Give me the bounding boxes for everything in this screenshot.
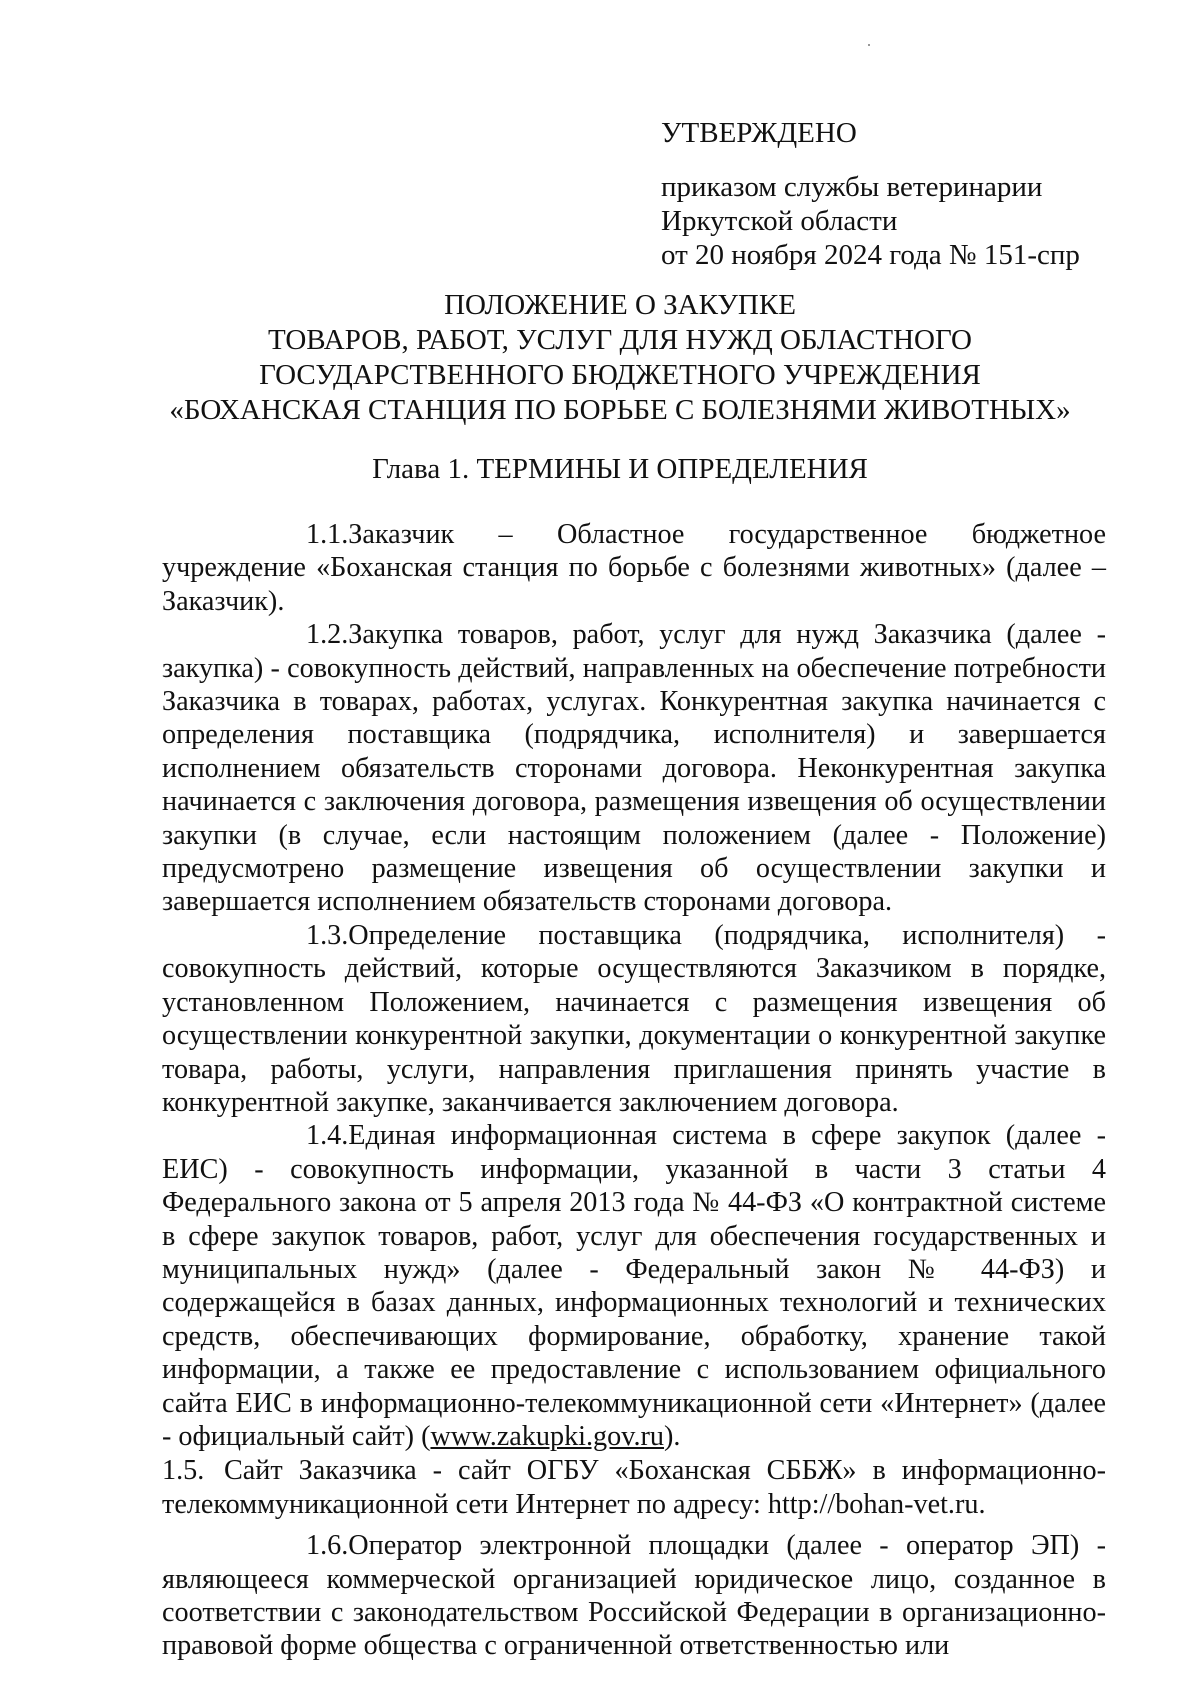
clause-1-6: [162, 1529, 1106, 1663]
clause-number: 1.5.: [162, 1455, 205, 1487]
clause-text: Заказчик – Областное государственное бюджетное учреждение «Боханская станция по борьбе с болезнями животных» (далее – Заказчик).: [162, 519, 1106, 617]
clause-number: 1.6.: [306, 1530, 349, 1562]
title-line: ТОВАРОВ, РАБОТ, УСЛУГ ДЛЯ НУЖД ОБЛАСТНОГО: [268, 324, 972, 356]
clause-1-2: [162, 618, 1106, 919]
approval-heading: УТВЕРЖДЕНО: [661, 117, 857, 149]
approval-line: от 20 ноября 2024 года № 151-спр: [661, 239, 1080, 271]
clause-text: Единая информационная система в сфере закупок (далее - ЕИС) - совокупность информации, указанной в части 3 статьи 4 Федерального закона от 5 апреля 2013 года № 44-ФЗ «О контрактной системе в сфере закупок товаров, работ, услуг для обеспечения государственных и муниципальных нужд» (далее - Федеральный закон № 44-ФЗ) и содержащейся в базах данных, информационных технологий и технических средств, обеспечивающих формирование, обработку, хранение такой информации, а также ее предоставление с использованием официального сайта ЕИС в информационно-телекоммуникационной сети «Интернет» (далее - официальный сайт) (: [162, 1120, 1106, 1452]
clause-1-5: [162, 1454, 1106, 1521]
document-body: [162, 518, 1106, 1663]
title-line: ГОСУДАРСТВЕННОГО БЮДЖЕТНОГО УЧРЕЖДЕНИЯ: [259, 359, 981, 391]
clause-text: Оператор электронной площадки (далее - оператор ЭП) - являющееся коммерческой организацией юридическое лицо, созданное в соответствии с законодательством Российской Федерации в организационно-правовой форме общества с ограниченной ответственностью или: [162, 1530, 1106, 1662]
scan-speck: [868, 44, 870, 46]
clause-text: Определение поставщика (подрядчика, исполнителя) - совокупность действий, которые осуществляются Заказчиком в порядке, установленном Положением, начинается с размещения извещения об осуществлении конкурентной закупки, документации о конкурентной закупке товара, работы, услуги, направления приглашения принять участие в конкурентной закупке, заканчивается заключением договора.: [162, 919, 1106, 1118]
clause-number: 1.2.: [306, 619, 349, 651]
clause-1-1: [162, 518, 1106, 618]
title-line: «БОХАНСКАЯ СТАНЦИЯ ПО БОРЬБЕ С БОЛЕЗНЯМИ ЖИВОТНЫХ»: [169, 394, 1071, 426]
document-title: [160, 288, 1080, 428]
clause-number: 1.4.: [306, 1120, 349, 1152]
clause-text: Сайт Заказчика - сайт ОГБУ «Боханская СББЖ» в информационно-телекоммуникационной сети Интернет по адресу: http://bohan-vet.ru.: [162, 1455, 1106, 1520]
clause-text: Закупка товаров, работ, услуг для нужд Заказчика (далее - закупка) - совокупность действий, направленных на обеспечение потребности Заказчика в товарах, работах, услугах. Конкурентная закупка начинается с определения поставщика (подрядчика, исполнителя) и завершается исполнением обязательств сторонами договора. Неконкурентная закупка начинается с заключения договора, размещения извещения об осуществлении закупки (в случае, если настоящим положением (далее - Положение) предусмотрено размещение извещения об осуществлении закупки и завершается исполнением обязательств сторонами договора.: [162, 619, 1106, 918]
approval-stamp: [661, 116, 1080, 272]
clause-1-4: [162, 1119, 1106, 1453]
approval-line: приказом службы ветеринарии: [661, 171, 1043, 203]
clause-text-tail: ).: [664, 1420, 681, 1452]
approval-line: Иркутской области: [661, 205, 898, 237]
zakupki-link[interactable]: www.zakupki.gov.ru: [430, 1420, 665, 1452]
clause-1-3: [162, 919, 1106, 1119]
chapter-heading: Глава 1. ТЕРМИНЫ И ОПРЕДЕЛЕНИЯ: [372, 453, 868, 485]
title-line: ПОЛОЖЕНИЕ О ЗАКУПКЕ: [444, 289, 796, 321]
clause-number: 1.3.: [306, 919, 349, 951]
clause-number: 1.1.: [306, 519, 349, 550]
